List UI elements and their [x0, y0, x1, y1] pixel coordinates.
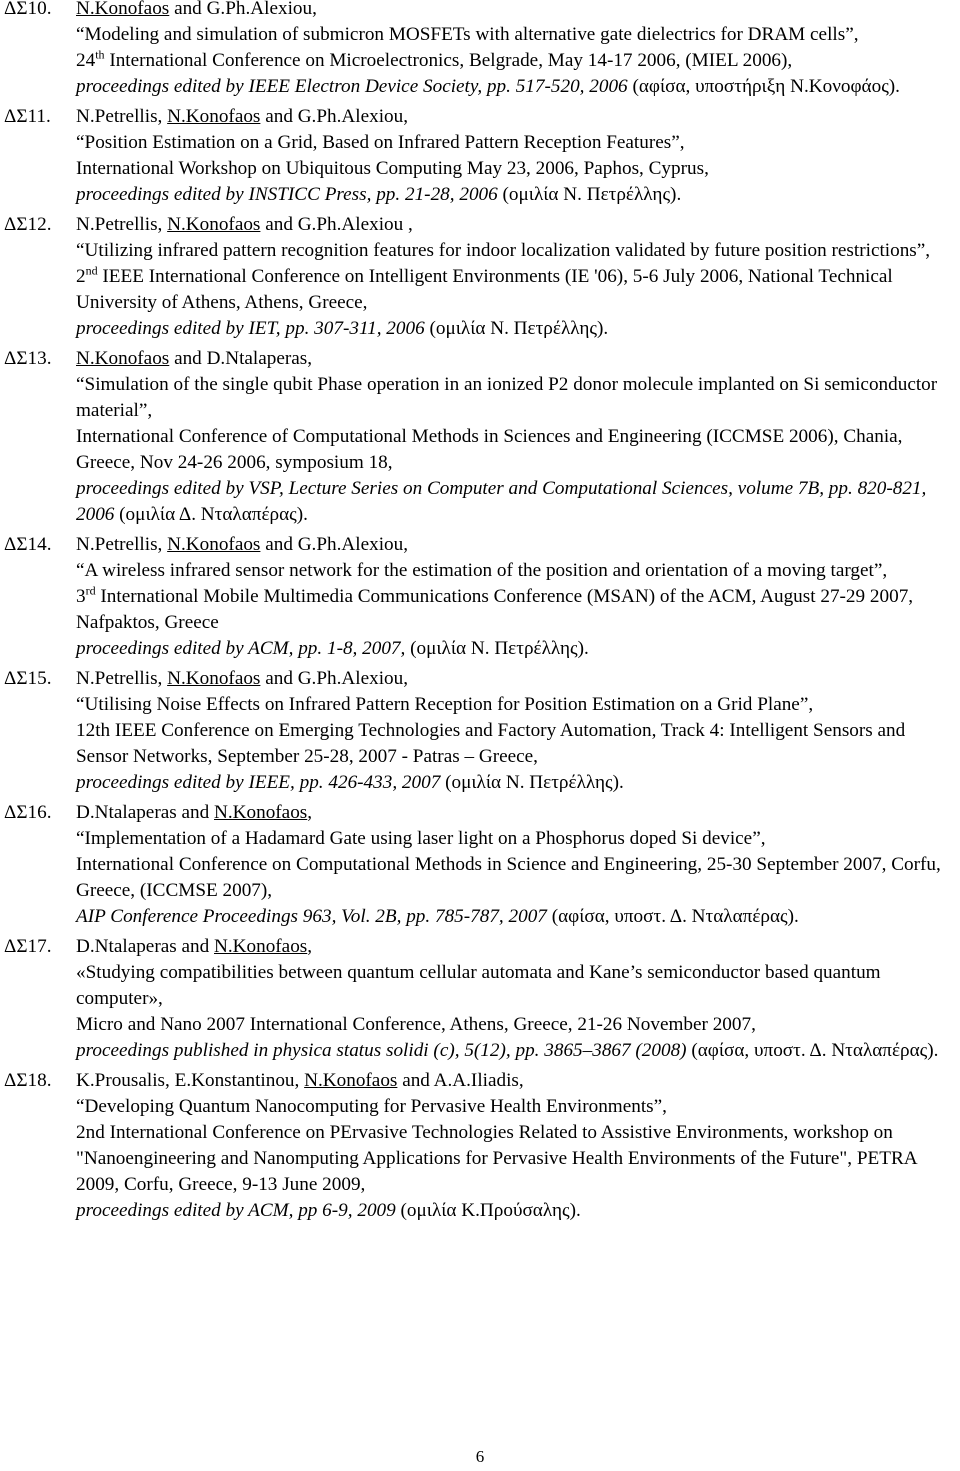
presentation-note: (αφίσα, υποστ. Δ. Νταλαπέρας).: [546, 906, 799, 927]
entry-authors: [76, 104, 954, 130]
entry-proceedings: [76, 316, 954, 342]
ordinal-suffix: th: [95, 47, 105, 62]
entry-venue: [76, 584, 954, 636]
proceedings-text: proceedings edited by IEEE, pp. 426-433, 2007: [76, 772, 441, 793]
publication-entry: [0, 800, 960, 930]
proceedings-text: proceedings edited by ACM, pp. 1-8, 2007,: [76, 638, 406, 659]
venue-number: 3: [76, 586, 86, 607]
entry-authors: [76, 0, 954, 22]
entry-body: [76, 934, 954, 1064]
ordinal-suffix: nd: [85, 263, 98, 278]
entry-authors: [76, 346, 954, 372]
entry-proceedings: [76, 476, 954, 528]
publication-entry: [0, 532, 960, 662]
entry-proceedings: [76, 1198, 954, 1224]
presentation-note: (ομιλία K.Προύσαλης).: [395, 1200, 581, 1221]
author-text: N.Petrellis,: [76, 214, 168, 235]
entry-venue: International Conference on Computational Methods in Science and Engineering, 25-30 September 2007, Corfu, Greece, (ICCMSE 2007),: [76, 854, 941, 901]
entry-title: “Utilising Noise Effects on Infrared Pattern Reception for Position Estimation on a Grid Plane”,: [76, 694, 814, 715]
venue-text: International Mobile Multimedia Communications Conference (MSAN) of the ACM, August 27-29 2007, Nafpaktos, Greece: [76, 586, 914, 633]
proceedings-text: AIP Conference Proceedings 963, Vol. 2B, pp. 785-787, 2007: [76, 906, 547, 927]
entry-proceedings: [76, 74, 954, 100]
entry-proceedings: [76, 182, 954, 208]
entry-number: ΔΣ12.: [4, 214, 52, 235]
entry-authors: [76, 934, 954, 960]
proceedings-text: proceedings edited by INSTICC Press, pp. 21-28, 2006: [76, 184, 498, 205]
entry-number: ΔΣ16.: [4, 802, 52, 823]
venue-number: 2: [76, 266, 86, 287]
entry-venue: [76, 48, 954, 74]
author-text: and G.Ph.Alexiou,: [260, 106, 409, 127]
highlighted-author: N.Konofaos: [167, 106, 261, 127]
entry-venue: Micro and Nano 2007 International Conference, Athens, Greece, 21-26 November 2007,: [76, 1014, 756, 1035]
publication-entry: [0, 1068, 960, 1224]
venue-text: International Conference on Microelectronics, Belgrade, May 14-17 2006, (MIEL 2006),: [104, 50, 793, 71]
entry-authors: [76, 666, 954, 692]
entry-title: “Utilizing infrared pattern recognition features for indoor localization validated by future position restrictions”,: [76, 240, 931, 261]
author-text: and A.A.Iliadis,: [397, 1070, 524, 1091]
highlighted-author: N.Konofaos: [167, 668, 261, 689]
entry-body: [76, 0, 954, 100]
entry-body: [76, 212, 954, 342]
entry-proceedings: [76, 1038, 954, 1064]
author-text: N.Petrellis,: [76, 534, 168, 555]
entry-authors: [76, 1068, 954, 1094]
highlighted-author: N.Konofaos: [214, 936, 308, 957]
author-text: ,: [307, 936, 313, 957]
entry-number: ΔΣ18.: [4, 1070, 52, 1091]
proceedings-text: proceedings edited by IET, pp. 307-311, 2006: [76, 318, 425, 339]
proceedings-text: proceedings published in physica status solidi (c), 5(12), pp. 3865–3867 (2008): [76, 1040, 687, 1061]
author-text: D.Ntalaperas and: [76, 802, 214, 823]
author-text: and D.Ntalaperas,: [169, 348, 313, 369]
entry-title: “Developing Quantum Nanocomputing for Pervasive Health Environments”,: [76, 1096, 667, 1117]
highlighted-author: N.Konofaos: [76, 0, 170, 19]
publication-entry: [0, 666, 960, 796]
ordinal-suffix: rd: [85, 583, 96, 598]
entry-number: ΔΣ17.: [4, 936, 52, 957]
highlighted-author: N.Konofaos: [76, 348, 170, 369]
author-text: ,: [307, 802, 313, 823]
entry-proceedings: [76, 770, 954, 796]
presentation-note: (ομιλία N. Πετρέλλης).: [440, 772, 624, 793]
entry-title: “Simulation of the single qubit Phase operation in an ionized P2 donor molecule implanted on Si semiconductor material”,: [76, 374, 938, 421]
entry-authors: [76, 212, 954, 238]
author-text: and G.Ph.Alexiou,: [260, 668, 409, 689]
page-number: 6: [475, 1447, 485, 1466]
publication-entry: [0, 0, 960, 100]
highlighted-author: N.Konofaos: [304, 1070, 398, 1091]
entry-number: ΔΣ10.: [4, 0, 52, 19]
entry-venue: 2nd International Conference on PErvasive Technologies Related to Assistive Environments, workshop on "Nanoengineering and Nanomputing Applications for Pervasive Health Environments of the Future", PETRA 2009, Corfu, Greece, 9-13 June 2009,: [76, 1122, 917, 1195]
presentation-note: (ομιλία N. Πετρέλλης).: [424, 318, 609, 339]
presentation-note: (αφίσα, υποστ. Δ. Νταλαπέρας).: [686, 1040, 939, 1061]
author-text: D.Ntalaperas and: [76, 936, 214, 957]
entry-title: “Position Estimation on a Grid, Based on Infrared Pattern Reception Features”,: [76, 132, 685, 153]
author-text: and G.Ph.Alexiou,: [169, 0, 317, 19]
entry-title: “Modeling and simulation of submicron MOSFETs with alternative gate dielectrics for DRAM cells”,: [76, 24, 859, 45]
author-text: K.Prousalis, E.Konstantinou,: [76, 1070, 305, 1091]
publication-entry: [0, 346, 960, 528]
entry-number: ΔΣ14.: [4, 534, 52, 555]
entry-number: ΔΣ11.: [4, 106, 51, 127]
entry-number: ΔΣ13.: [4, 348, 52, 369]
entry-venue: 12th IEEE Conference on Emerging Technologies and Factory Automation, Track 4: Intelligent Sensors and Sensor Networks, September 25-28, 2007 - Patras – Greece,: [76, 720, 906, 767]
entry-venue: International Workshop on Ubiquitous Computing May 23, 2006, Paphos, Cyprus,: [76, 158, 709, 179]
entry-body: [76, 1068, 954, 1224]
author-text: N.Petrellis,: [76, 106, 168, 127]
entry-title: «Studying compatibilities between quantum cellular automata and Kane’s semiconductor based quantum computer»,: [76, 962, 881, 1009]
entry-proceedings: [76, 636, 954, 662]
entry-body: [76, 104, 954, 208]
entry-body: [76, 800, 954, 930]
proceedings-text: proceedings edited by VSP, Lecture Series on Computer and Computational Sciences, volume 7B, pp. 820-821, 2006: [76, 478, 927, 525]
highlighted-author: N.Konofaos: [167, 214, 261, 235]
presentation-note: (αφίσα, υποστήριξη N.Κονοφάος).: [627, 76, 900, 97]
venue-number: 24: [76, 50, 96, 71]
entry-authors: [76, 800, 954, 826]
proceedings-text: proceedings edited by IEEE Electron Device Society, pp. 517-520, 2006: [76, 76, 628, 97]
presentation-note: (ομιλία Δ. Νταλαπέρας).: [114, 504, 308, 525]
entry-body: [76, 666, 954, 796]
entry-venue: International Conference of Computational Methods in Sciences and Engineering (ICCMSE 2006), Chania, Greece, Nov 24-26 2006, symposium 18,: [76, 426, 903, 473]
entry-title: “A wireless infrared sensor network for the estimation of the position and orientation of a moving target”,: [76, 560, 888, 581]
publication-entry: [0, 104, 960, 208]
venue-text: IEEE International Conference on Intelligent Environments (IE '06), 5-6 July 2006, National Technical University of Athens, Athens, Greece,: [76, 266, 893, 313]
author-text: and G.Ph.Alexiou ,: [260, 214, 413, 235]
entry-title: “Implementation of a Hadamard Gate using laser light on a Phosphorus doped Si device”,: [76, 828, 766, 849]
highlighted-author: N.Konofaos: [167, 534, 261, 555]
entry-number: ΔΣ15.: [4, 668, 52, 689]
presentation-note: (ομιλία N. Πετρέλλης).: [405, 638, 589, 659]
entry-authors: [76, 532, 954, 558]
entry-body: [76, 532, 954, 662]
presentation-note: (ομιλία N. Πετρέλλης).: [497, 184, 682, 205]
entry-venue: [76, 264, 954, 316]
author-text: N.Petrellis,: [76, 668, 168, 689]
entry-body: [76, 346, 954, 528]
entry-proceedings: [76, 904, 954, 930]
publication-entry: [0, 934, 960, 1064]
author-text: and G.Ph.Alexiou,: [260, 534, 409, 555]
proceedings-text: proceedings edited by ACM, pp 6-9, 2009: [76, 1200, 396, 1221]
highlighted-author: N.Konofaos: [214, 802, 308, 823]
publication-entry: [0, 212, 960, 342]
